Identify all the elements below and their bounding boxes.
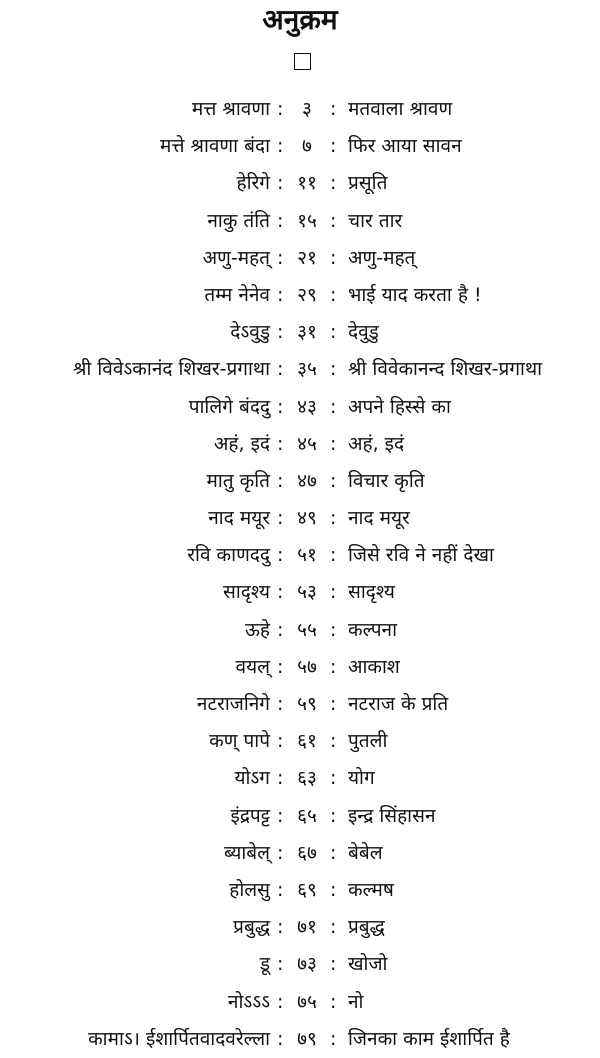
toc-entry [0, 574, 600, 611]
separator-colon: : [277, 693, 284, 715]
entry-original-title: सादृश्य [223, 581, 270, 604]
toc-entry [0, 165, 600, 202]
toc-entry [0, 351, 600, 388]
separator-colon: : [277, 655, 284, 678]
entry-page-number: ४५ [297, 432, 317, 455]
entry-translated-title: फिर आया सावन [348, 135, 462, 158]
entry-original-title: डू [259, 953, 270, 976]
separator-colon: : [330, 395, 337, 418]
separator-colon: : [277, 916, 284, 939]
separator-colon: : [330, 432, 337, 455]
entry-page-number: २१ [297, 246, 317, 269]
toc-entry [0, 91, 600, 128]
separator-colon: : [330, 953, 337, 976]
entry-translated-title: सादृश्य [348, 581, 395, 604]
separator-colon: : [277, 841, 284, 864]
separator-colon: : [330, 209, 337, 232]
entry-page-number: ६७ [297, 841, 317, 864]
entry-page-number: ४९ [297, 507, 317, 530]
entry-translated-title: मतवाला श्रावण [348, 98, 453, 120]
toc-entry [0, 389, 600, 426]
entry-original-title: प्रबुद्ध [233, 916, 270, 939]
entry-original-title: तम्म नेनेव [204, 283, 270, 306]
entry-original-title: मत्ते श्रावणा बंदा [159, 135, 270, 158]
entry-original-title: अहं, इदं [213, 432, 270, 455]
entry-original-title: योऽग [234, 767, 270, 790]
separator-colon: : [277, 358, 284, 381]
toc-entry [0, 723, 600, 760]
entry-original-title: नोऽऽऽ [227, 990, 270, 1013]
separator-colon: : [330, 98, 337, 120]
entry-original-title: मत्त श्रावणा [191, 98, 270, 120]
entry-translated-title: जिसे रवि ने नहीं देखा [348, 544, 494, 567]
entry-page-number: ४७ [297, 469, 317, 492]
separator-colon: : [330, 767, 337, 790]
entry-translated-title: देवुडु [348, 321, 379, 344]
separator-colon: : [277, 321, 284, 344]
entry-page-number: ५५ [297, 618, 317, 641]
entry-original-title: हेरिगे [236, 172, 270, 195]
entry-page-number: ७३ [297, 953, 317, 976]
separator-colon: : [277, 544, 284, 567]
entry-translated-title: इन्द्र सिंहासन [348, 804, 436, 827]
toc-entry [0, 240, 600, 277]
entry-translated-title: कल्मष [348, 878, 394, 901]
square-ornament-icon [294, 53, 311, 70]
separator-colon: : [330, 1027, 337, 1050]
toc-entry [0, 426, 600, 463]
entry-original-title: पालिगे बंददु [188, 395, 270, 418]
separator-colon: : [330, 618, 337, 641]
toc-entry [0, 314, 600, 351]
entry-page-number: ५३ [297, 581, 317, 604]
separator-colon: : [277, 469, 284, 492]
entry-page-number: ५१ [297, 544, 317, 567]
entry-original-title: ऊहे [244, 618, 270, 641]
entry-translated-title: अणु-महत् [348, 246, 416, 269]
page-title: अनुक्रम [262, 3, 338, 36]
entry-page-number: ३५ [297, 358, 317, 381]
entry-original-title: होलसु [229, 878, 270, 901]
separator-colon: : [330, 804, 337, 827]
entry-original-title: देऽवुडु [230, 321, 270, 344]
entry-page-number: ७९ [297, 1027, 317, 1050]
toc-entry [0, 1021, 600, 1058]
separator-colon: : [330, 990, 337, 1013]
separator-colon: : [330, 507, 337, 530]
entry-translated-title: नो [348, 990, 364, 1013]
separator-colon: : [277, 432, 284, 455]
toc-entry [0, 649, 600, 686]
separator-colon: : [277, 767, 284, 790]
entry-page-number: ११ [297, 172, 317, 195]
separator-colon: : [330, 730, 337, 753]
entry-original-title: अणु-महत् [202, 246, 270, 269]
toc-entry [0, 612, 600, 649]
separator-colon: : [277, 618, 284, 641]
entry-page-number: ५९ [297, 693, 317, 715]
entry-original-title: कण् पापे [209, 730, 270, 753]
separator-colon: : [277, 581, 284, 604]
entry-original-title: मातु कृति [206, 469, 270, 492]
entry-original-title: नटराजनिगे [196, 693, 270, 715]
entry-translated-title: पुतली [348, 730, 388, 753]
entry-page-number: ७१ [297, 916, 317, 939]
separator-colon: : [277, 135, 284, 158]
separator-colon: : [330, 841, 337, 864]
table-of-contents [0, 91, 600, 1058]
separator-colon: : [277, 804, 284, 827]
separator-colon: : [330, 581, 337, 604]
separator-colon: : [277, 730, 284, 753]
entry-translated-title: योग [348, 767, 375, 790]
entry-page-number: १५ [297, 209, 317, 232]
entry-page-number: ३१ [297, 321, 317, 344]
separator-colon: : [277, 283, 284, 306]
entry-original-title: इंद्रपट्ट [230, 804, 270, 827]
toc-entry [0, 203, 600, 240]
entry-original-title: श्री विवेऽकानंद शिखर-प्रगाथा [72, 358, 270, 381]
separator-colon: : [330, 358, 337, 381]
toc-entry [0, 984, 600, 1021]
entry-translated-title: अपने हिस्से का [348, 395, 451, 418]
entry-page-number: ५७ [297, 655, 317, 678]
separator-colon: : [277, 990, 284, 1013]
entry-translated-title: नाद मयूर [348, 507, 410, 530]
toc-entry [0, 872, 600, 909]
separator-colon: : [330, 321, 337, 344]
entry-translated-title: अहं, इदं [348, 432, 405, 455]
toc-entry [0, 798, 600, 835]
separator-colon: : [330, 916, 337, 939]
entry-translated-title: आकाश [348, 655, 400, 678]
entry-original-title: कामाऽ। ईशार्पितवादवरेल्ला [88, 1027, 270, 1050]
entry-page-number: ७५ [297, 990, 317, 1013]
entry-translated-title: कल्पना [348, 618, 398, 641]
entry-page-number: ६९ [297, 878, 317, 901]
toc-entry [0, 946, 600, 983]
separator-colon: : [277, 209, 284, 232]
entry-translated-title: खोजो [348, 953, 388, 976]
toc-entry [0, 835, 600, 872]
separator-colon: : [277, 1027, 284, 1050]
separator-colon: : [277, 953, 284, 976]
entry-page-number: ७ [302, 135, 312, 158]
separator-colon: : [277, 246, 284, 269]
separator-colon: : [330, 655, 337, 678]
entry-original-title: नाद मयूर [208, 507, 270, 530]
entry-translated-title: चार तार [348, 209, 403, 232]
toc-entry [0, 909, 600, 946]
toc-entry [0, 277, 600, 314]
entry-translated-title: भाई याद करता है ! [348, 283, 482, 306]
entry-page-number: ६३ [297, 767, 317, 790]
separator-colon: : [330, 283, 337, 306]
entry-translated-title: प्रबुद्ध [348, 916, 385, 939]
entry-translated-title: श्री विवेकानन्द शिखर-प्रगाथा [348, 358, 543, 381]
separator-colon: : [330, 544, 337, 567]
separator-colon: : [277, 98, 284, 120]
toc-entry [0, 500, 600, 537]
toc-entry [0, 463, 600, 500]
toc-entry [0, 686, 600, 723]
separator-colon: : [277, 172, 284, 195]
entry-page-number: ४३ [297, 395, 317, 418]
entry-translated-title: विचार कृति [348, 469, 425, 492]
toc-entry [0, 537, 600, 574]
entry-page-number: ६५ [297, 804, 317, 827]
separator-colon: : [330, 135, 337, 158]
entry-page-number: ३ [302, 98, 312, 120]
entry-translated-title: नटराज के प्रति [348, 693, 449, 715]
separator-colon: : [277, 878, 284, 901]
entry-original-title: ब्याबेल् [223, 841, 270, 864]
entry-translated-title: प्रसूति [348, 172, 388, 195]
entry-page-number: ६१ [297, 730, 317, 753]
separator-colon: : [277, 395, 284, 418]
entry-page-number: २९ [297, 283, 317, 306]
separator-colon: : [330, 693, 337, 715]
entry-original-title: रवि काणददु [187, 544, 270, 567]
separator-colon: : [330, 878, 337, 901]
toc-entry [0, 128, 600, 165]
separator-colon: : [330, 469, 337, 492]
separator-colon: : [330, 246, 337, 269]
entry-translated-title: बेबेल [348, 841, 383, 864]
toc-entry [0, 760, 600, 797]
separator-colon: : [277, 507, 284, 530]
entry-original-title: नाकु तंति [207, 209, 270, 232]
entry-original-title: वयल् [235, 655, 270, 678]
entry-translated-title: जिनका काम ईशार्पित है [348, 1027, 510, 1050]
separator-colon: : [330, 172, 337, 195]
